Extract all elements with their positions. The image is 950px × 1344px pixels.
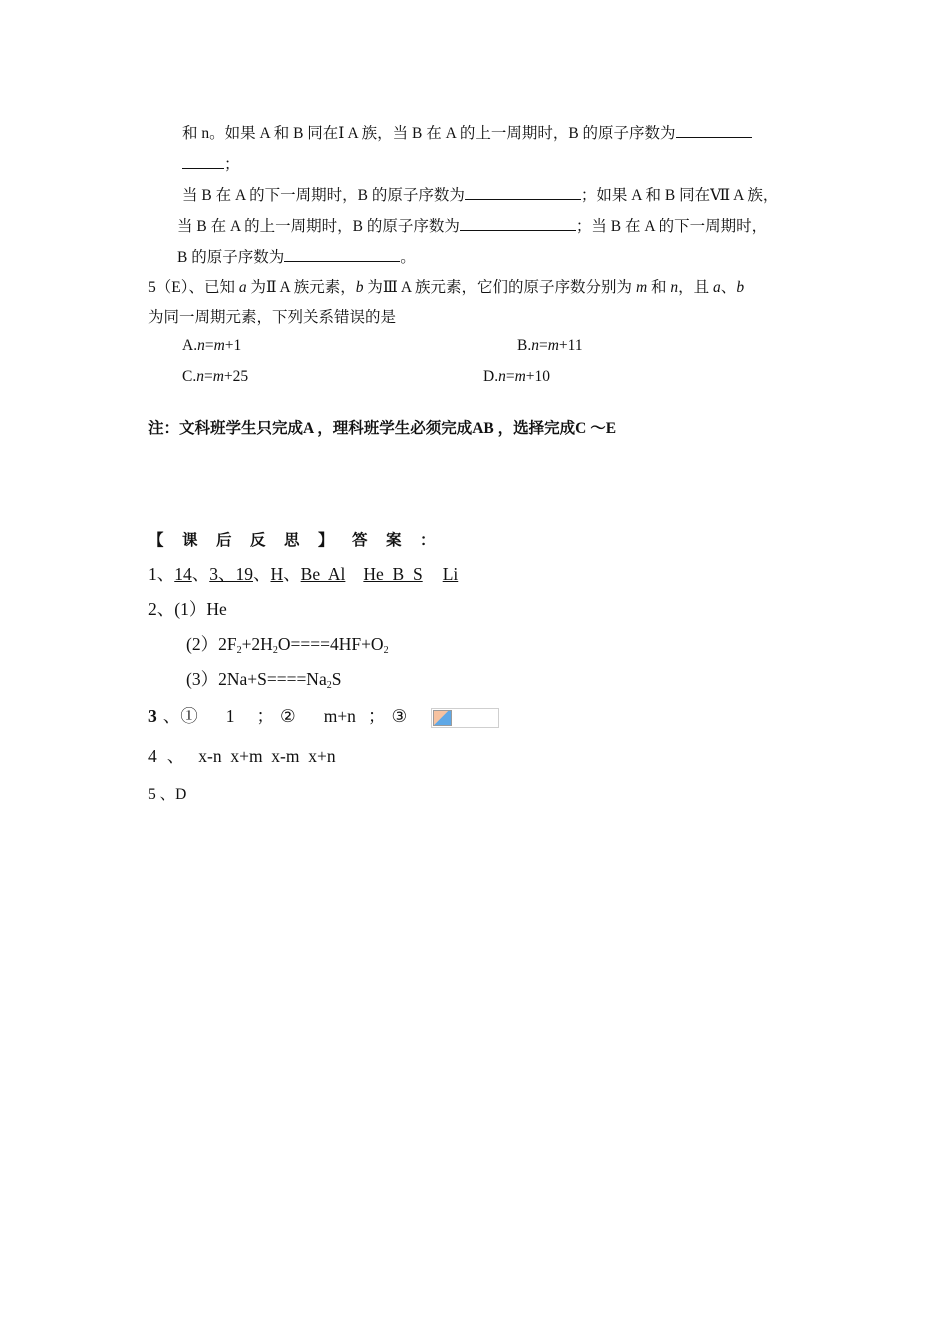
heading-char: 反: [250, 532, 266, 549]
q5-text: 、: [720, 279, 737, 296]
option-label: B.: [517, 337, 532, 354]
q5-text: 为Ⅱ A 族元素，: [246, 279, 356, 296]
broken-image-icon: [431, 708, 499, 728]
answer-value: H: [270, 564, 284, 584]
separator: ；: [367, 706, 386, 726]
formula-part: O====4HF+O: [277, 634, 384, 654]
var-a: a: [713, 279, 721, 296]
option-rhs: +1: [224, 337, 242, 354]
heading-char: 【: [148, 532, 164, 549]
heading-char: ：: [420, 532, 436, 549]
answer-values: x-n x+m x-m x+n: [198, 746, 336, 766]
var-m: m: [212, 368, 224, 385]
option-label: C.: [182, 368, 197, 385]
heading-char: 】: [318, 532, 334, 549]
answer-number: 1、: [148, 564, 175, 584]
answer-3: [148, 706, 499, 728]
q5-stem-line-2: 为同一周期元素，下列关系错误的是: [148, 309, 397, 326]
answer-1: [148, 564, 458, 584]
answer-number: 4: [148, 746, 157, 766]
var-n: n: [197, 337, 205, 354]
formula-part: (2）2F: [186, 634, 237, 654]
q4-line2-suffix: ；: [224, 156, 240, 173]
answer-value: 14: [174, 564, 192, 584]
answer-5: 5 、D: [148, 786, 187, 803]
equals-sign: =: [204, 337, 214, 354]
heading-char: 答: [352, 532, 368, 549]
subscript: 2: [326, 680, 332, 691]
formula-part: +2H: [241, 634, 273, 654]
circled-number: ③: [391, 706, 408, 726]
var-b: b: [736, 279, 745, 296]
var-b: b: [355, 279, 364, 296]
var-m: m: [514, 368, 526, 385]
answer-blank: [182, 154, 224, 169]
answer-2-line-1: 2、(1）He: [148, 599, 227, 619]
formula-part: (3）2Na+S====Na: [186, 669, 327, 689]
q4-line3-text-b: ；如果 A 和 B 同在Ⅶ A 族，: [580, 187, 779, 204]
option-rhs: +25: [223, 368, 249, 385]
answer-blank: [465, 185, 581, 200]
q5-stem-line-1: [148, 278, 744, 298]
circled-number: ①: [180, 706, 198, 726]
q4-line4-text-b: ；当 B 在 A 的下一周期时，: [575, 218, 768, 235]
separator: 、: [253, 564, 271, 584]
separator: 、: [191, 564, 210, 584]
equals-sign: =: [538, 337, 548, 354]
answer-value: 3、19: [209, 564, 253, 584]
separator: 、: [162, 706, 181, 726]
q4-line3-text-a: 当 B 在 A 的下一周期时，B 的原子序数为: [182, 187, 465, 204]
separator: 、: [166, 746, 185, 766]
answer-2-line-3: [186, 669, 341, 696]
answers-heading: [148, 531, 440, 551]
var-a: a: [238, 279, 247, 296]
option-label: D.: [483, 368, 499, 385]
answer-value: Li: [442, 564, 459, 584]
subscript: 2: [383, 645, 389, 656]
var-m: m: [635, 279, 648, 296]
q5-text: 为Ⅲ A 族元素，它们的原子序数分别为: [363, 279, 636, 296]
heading-char: 思: [284, 532, 300, 549]
heading-char: 课: [182, 532, 198, 549]
answer-2-line-2: [186, 634, 389, 661]
q5-text: 和: [647, 279, 671, 296]
answer-number: 3: [148, 706, 157, 726]
q4-line-3: [182, 185, 778, 206]
heading-char: 后: [216, 532, 232, 549]
equals-sign: =: [203, 368, 213, 385]
var-m: m: [213, 337, 225, 354]
answer-blank: [676, 123, 752, 138]
q4-line5-text-b: 。: [400, 249, 416, 266]
option-rhs: +10: [525, 368, 551, 385]
circled-number: ②: [280, 706, 296, 726]
answer-4: [148, 746, 336, 766]
q5-option-a: [182, 336, 241, 356]
answer-blank: [460, 216, 576, 231]
note-text: 注：文科班学生只完成A ，理科班学生必须完成AB ，选择完成C ～E: [148, 420, 617, 437]
answer-value: 1: [225, 706, 235, 726]
heading-char: 案: [386, 532, 402, 549]
subscript: 2: [236, 645, 242, 656]
separator: ；: [256, 706, 274, 726]
q5-option-b: [517, 336, 583, 356]
var-n: n: [196, 368, 204, 385]
equals-sign: =: [505, 368, 515, 385]
q4-line1-text: 和 n。如果 A 和 B 同在Ⅰ A 族，当 B 在 A 的上一周期时，B 的原子序数为: [182, 125, 676, 142]
q4-line-1: [182, 123, 752, 144]
var-n: n: [498, 368, 506, 385]
var-n: n: [531, 337, 539, 354]
q4-line5-text-a: B 的原子序数为: [177, 249, 285, 266]
subscript: 2: [272, 645, 278, 656]
q4-line-4: [177, 216, 767, 237]
answer-blank: [284, 247, 400, 262]
q5-option-d: [483, 367, 550, 387]
answer-value: Be Al: [300, 564, 346, 584]
q5-option-c: [182, 367, 248, 387]
option-label: A.: [182, 337, 198, 354]
q4-line-2: [182, 154, 240, 175]
var-n: n: [670, 279, 679, 296]
q5-text: 5（E）、已知: [148, 279, 239, 296]
answer-value: m+n: [323, 706, 356, 726]
q4-line-5: [177, 247, 416, 268]
q4-line4-text-a: 当 B 在 A 的上一周期时，B 的原子序数为: [177, 218, 460, 235]
var-m: m: [547, 337, 559, 354]
q5-text: ，且: [678, 279, 714, 296]
separator: 、: [283, 564, 301, 584]
formula-part: S: [331, 669, 342, 689]
option-rhs: +11: [558, 337, 583, 354]
answer-value: He B S: [363, 564, 423, 584]
